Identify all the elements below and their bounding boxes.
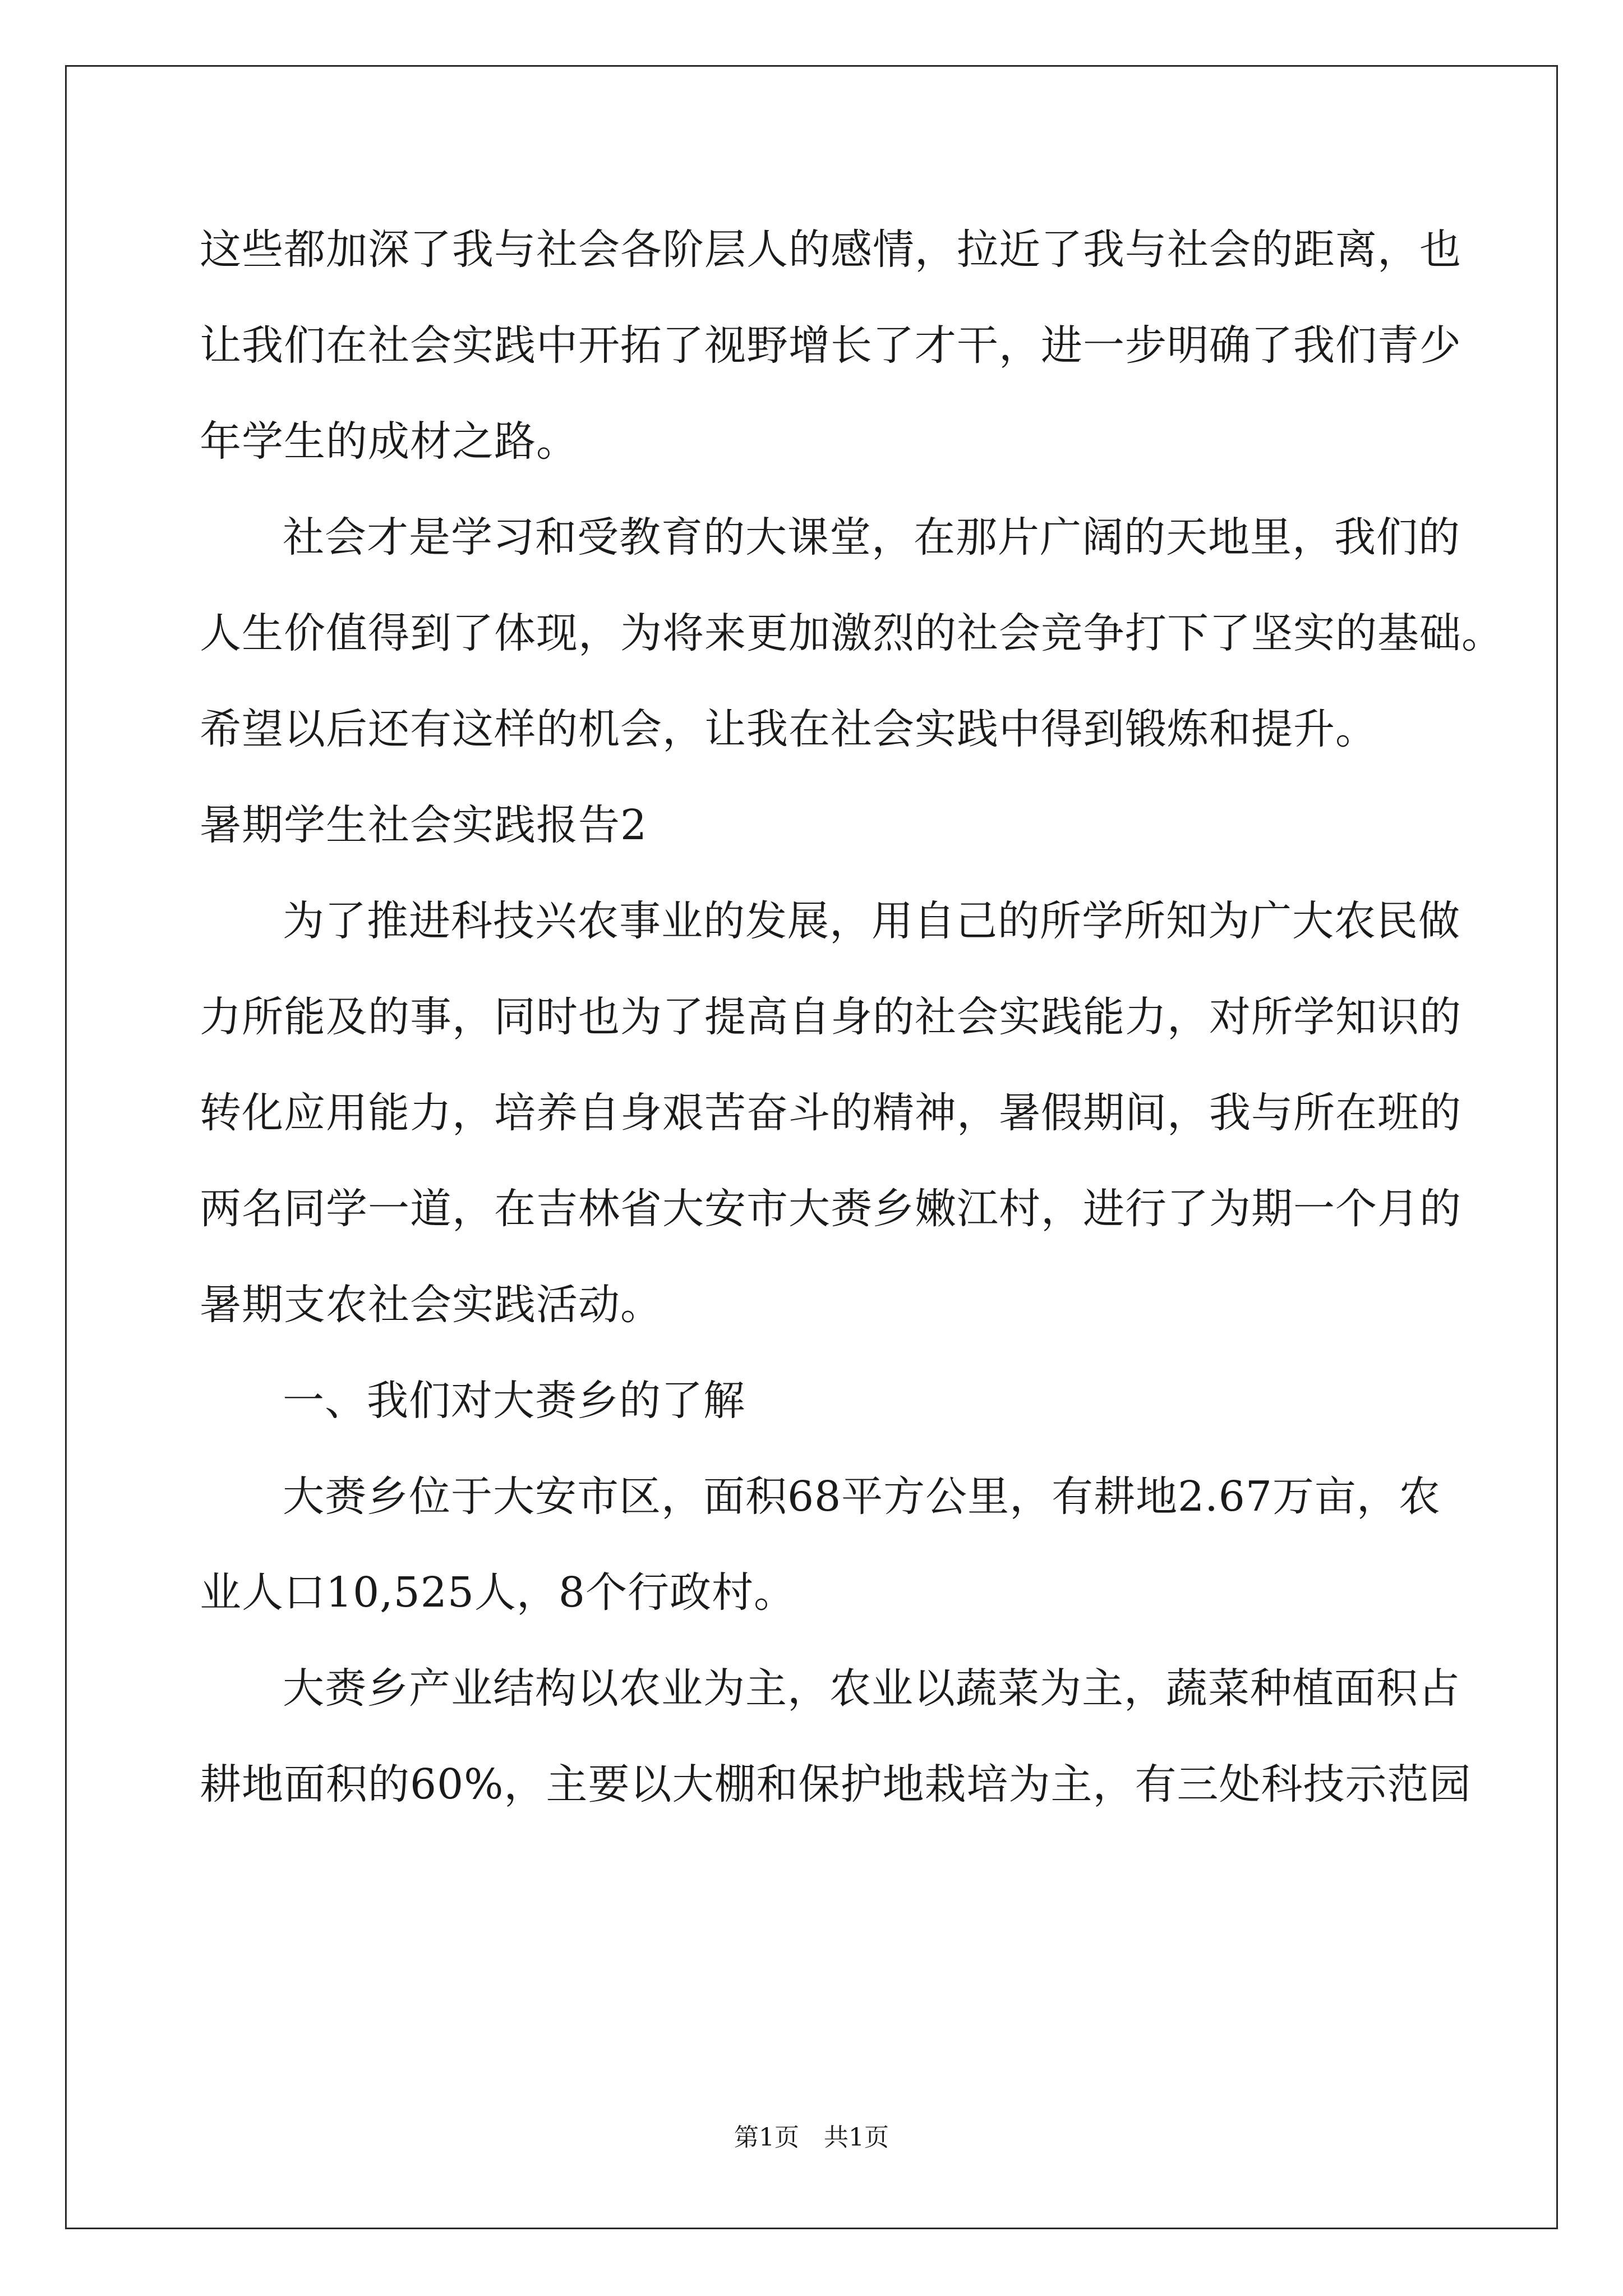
text-line: 人生价值得到了体现，为将来更加激烈的社会竞争打下了坚实的基础。: [200, 609, 1504, 657]
text-line: 暑期支农社会实践活动。: [200, 1281, 662, 1329]
text-line: 希望以后还有这样的机会，让我在社会实践中得到锻炼和提升。: [200, 705, 1377, 753]
document-body: [200, 202, 1504, 1833]
text-line: 社会才是学习和受教育的大课堂，在那片广阔的天地里，我们的: [283, 513, 1460, 562]
text-line: 让我们在社会实践中开拓了视野增长了才干，进一步明确了我们青少: [200, 321, 1461, 370]
text-line: 年学生的成材之路。: [200, 417, 578, 466]
text-line: 大赉乡位于大安市区，面积68平方公里，有耕地2.67万亩，农: [283, 1473, 1441, 1521]
page-footer: 第1页 共1页: [734, 2123, 889, 2152]
text-line: 这些都加深了我与社会各阶层人的感情，拉近了我与社会的距离，也: [200, 226, 1461, 274]
text-line: 转化应用能力，培养自身艰苦奋斗的精神，暑假期间，我与所在班的: [200, 1089, 1461, 1137]
subsection-heading: 一、我们对大赉乡的了解: [283, 1377, 745, 1425]
text-line: 业人口10,525人，8个行政村。: [200, 1568, 796, 1617]
text-line: 大赉乡产业结构以农业为主，农业以蔬菜为主，蔬菜种植面积占: [283, 1664, 1460, 1713]
text-line: 耕地面积的60%，主要以大棚和保护地栽培为主，有三处科技示范园: [200, 1760, 1472, 1809]
text-line: 两名同学一道，在吉林省大安市大赉乡嫩江村，进行了为期一个月的: [200, 1185, 1461, 1233]
section-title: 暑期学生社会实践报告2: [200, 801, 648, 849]
text-line: 为了推进科技兴农事业的发展，用自己的所学所知为广大农民做: [283, 897, 1460, 945]
text-line: 力所能及的事，同时也为了提高自身的社会实践能力，对所学知识的: [200, 993, 1461, 1041]
